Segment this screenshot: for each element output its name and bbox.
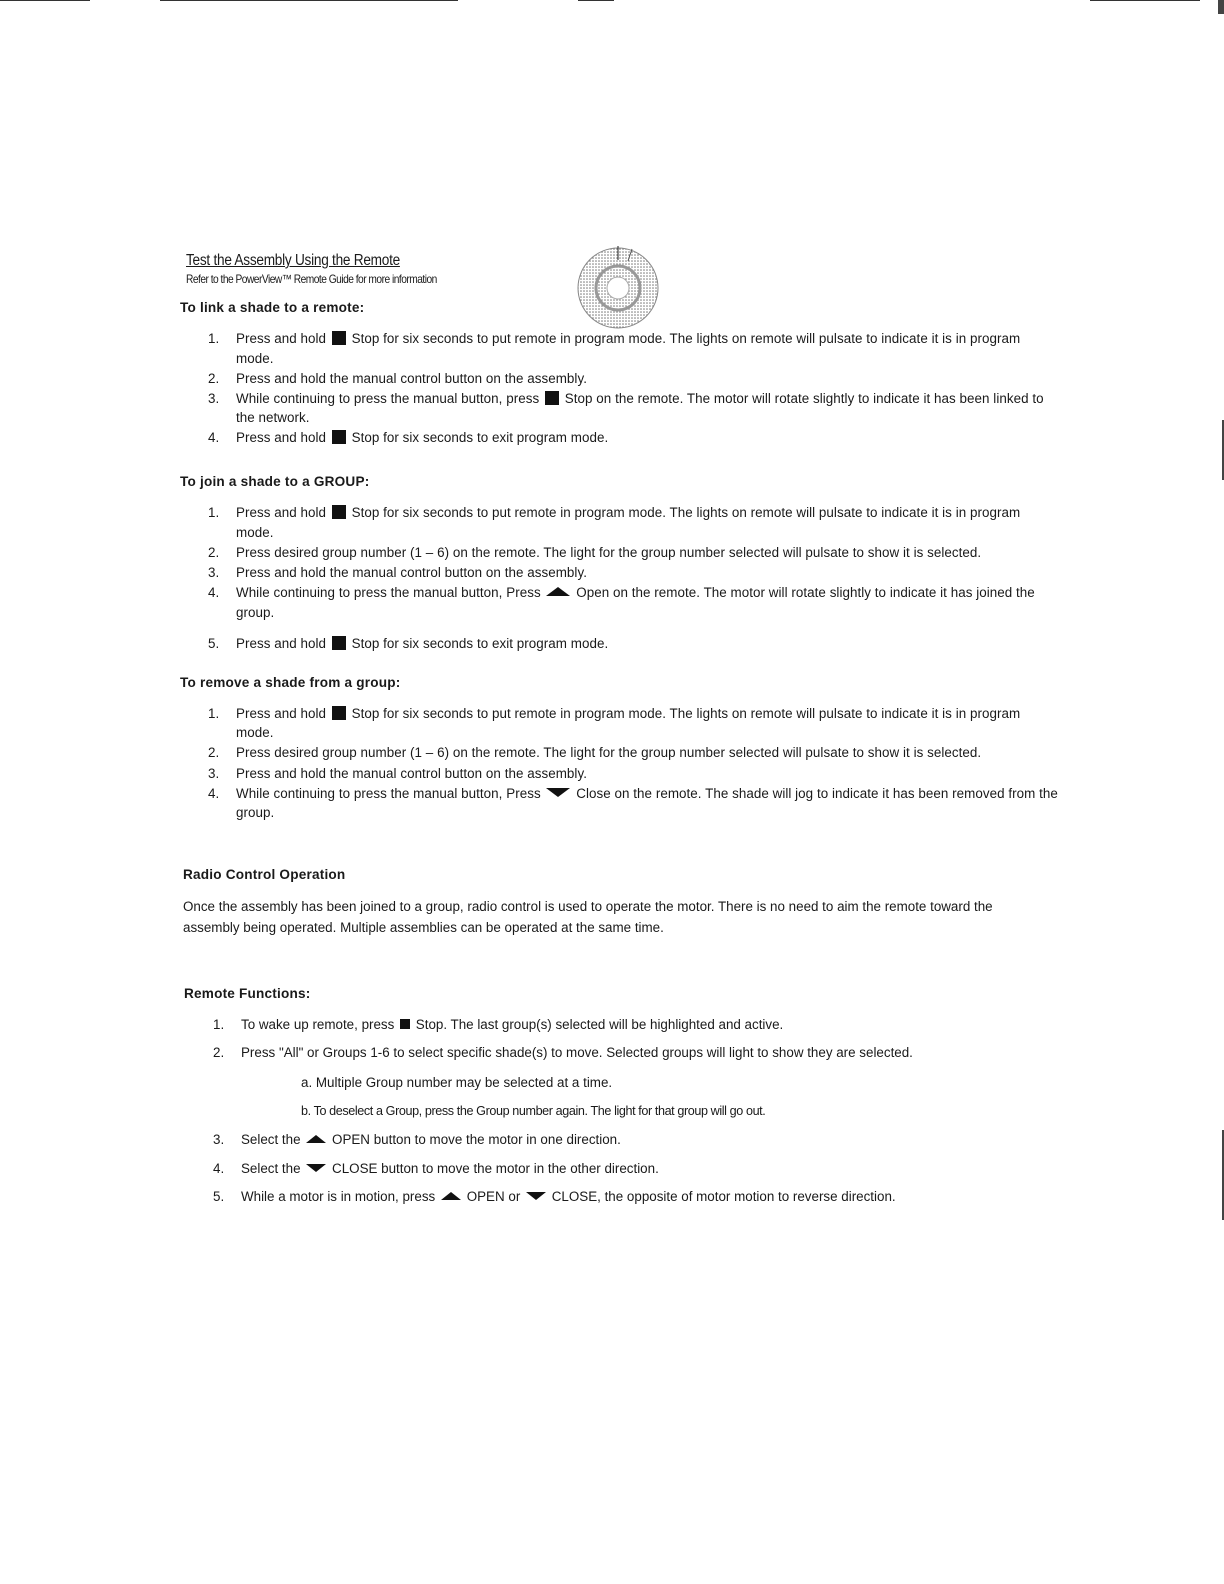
list-item: 1. To wake up remote, press Stop. The last group(s) selected will be highlighted and active. <box>213 1016 784 1032</box>
scan-edge-mark <box>1218 0 1224 14</box>
list-item: 2. Press and hold the manual control button on the assembly. <box>208 370 587 386</box>
stop-square-icon <box>545 391 559 405</box>
document-body <box>180 252 1060 1216</box>
radio-paragraph: Once the assembly has been joined to a group, radio control is used to operate the motor. There is no need to aim the remote toward the assembly being operated. Multiple assemblies can be operated at the same time. <box>183 898 993 935</box>
scan-rule <box>160 0 458 1</box>
list-item: 5. Press and hold Stop for six seconds to exit program mode. <box>208 636 609 652</box>
stop-square-icon <box>332 706 346 720</box>
down-triangle-icon <box>306 1164 326 1172</box>
list-item: 1. Press and hold Stop for six seconds to put remote in program mode. The lights on remote will pulsate to indicate it is in program mode. <box>208 705 1021 741</box>
remote-functions-heading: Remote Functions: <box>184 985 311 1001</box>
up-triangle-icon <box>441 1192 461 1200</box>
list-item: 3. Select the OPEN button to move the motor in one direction. <box>213 1132 621 1148</box>
link-steps <box>180 329 1060 448</box>
down-triangle-icon <box>526 1192 546 1200</box>
down-triangle-icon <box>546 788 570 797</box>
remote-dial-icon <box>574 242 664 332</box>
join-steps <box>180 503 1060 654</box>
stop-square-icon <box>400 1019 410 1029</box>
list-item: 2. Press desired group number (1 – 6) on the remote. The light for the group number selected will pulsate to show it is selected. <box>208 544 982 560</box>
up-triangle-icon <box>306 1135 326 1143</box>
join-heading: To join a shade to a GROUP: <box>180 474 370 490</box>
page-subtitle: Refer to the PowerView™ Remote Guide for more information <box>186 272 437 286</box>
stop-square-icon <box>332 331 346 345</box>
list-item: 3. While continuing to press the manual button, press Stop on the remote. The motor will rotate slightly to indicate it has been linked to the network. <box>208 390 1044 426</box>
scan-rule <box>1090 0 1200 1</box>
list-item: 4. Select the CLOSE button to move the motor in the other direction. <box>213 1160 659 1176</box>
sub-item: b. To deselect a Group, press the Group number again. The light for that group will go out. <box>301 1103 766 1118</box>
scan-rule <box>0 0 90 1</box>
sub-item: a. Multiple Group number may be selected at a time. <box>301 1074 613 1090</box>
list-item: 2. Press "All" or Groups 1-6 to select specific shade(s) to move. Selected groups will light to show they are selected. a. Multiple Group number may be selected at a time. b. To deselect a Group, press the Group number again. The light for that group will go out. <box>184 1043 1060 1121</box>
link-heading: To link a shade to a remote: <box>180 300 365 315</box>
radio-heading: Radio Control Operation <box>183 866 346 882</box>
list-item: 3. Press and hold the manual control button on the assembly. <box>208 765 587 781</box>
page-title: Test the Assembly Using the Remote <box>186 252 400 269</box>
remove-steps <box>180 704 1060 823</box>
list-item: 4. While continuing to press the manual button, Press Close on the remote. The shade will jog to indicate it has been removed from the group. <box>208 785 1058 821</box>
list-item: 3. Press and hold the manual control button on the assembly. <box>208 564 587 580</box>
scan-rule <box>578 0 614 1</box>
remote-functions-list <box>184 1015 1060 1207</box>
list-item: 1. Press and hold Stop for six seconds to put remote in program mode. The lights on remote will pulsate to indicate it is in program mode. <box>208 505 1021 540</box>
stop-square-icon <box>332 505 346 519</box>
title-block <box>186 252 1060 288</box>
list-item: 4. While continuing to press the manual button, Press Open on the remote. The motor will rotate slightly to indicate it has joined the group. <box>208 584 1035 620</box>
up-triangle-icon <box>546 587 570 596</box>
list-item: 5. While a motor is in motion, press OPEN or CLOSE, the opposite of motor motion to reverse direction. <box>213 1189 896 1205</box>
stop-square-icon <box>332 430 346 444</box>
sub-list <box>301 1073 1060 1121</box>
remove-heading: To remove a shade from a group: <box>180 674 401 690</box>
list-item: 4. Press and hold Stop for six seconds to exit program mode. <box>208 430 609 446</box>
list-item: 1. Press and hold Stop for six seconds to put remote in program mode. The lights on remote will pulsate to indicate it is in program mode. <box>208 331 1021 366</box>
list-item: 2. Press desired group number (1 – 6) on the remote. The light for the group number selected will pulsate to show it is selected. <box>208 745 982 761</box>
stop-square-icon <box>332 636 346 650</box>
